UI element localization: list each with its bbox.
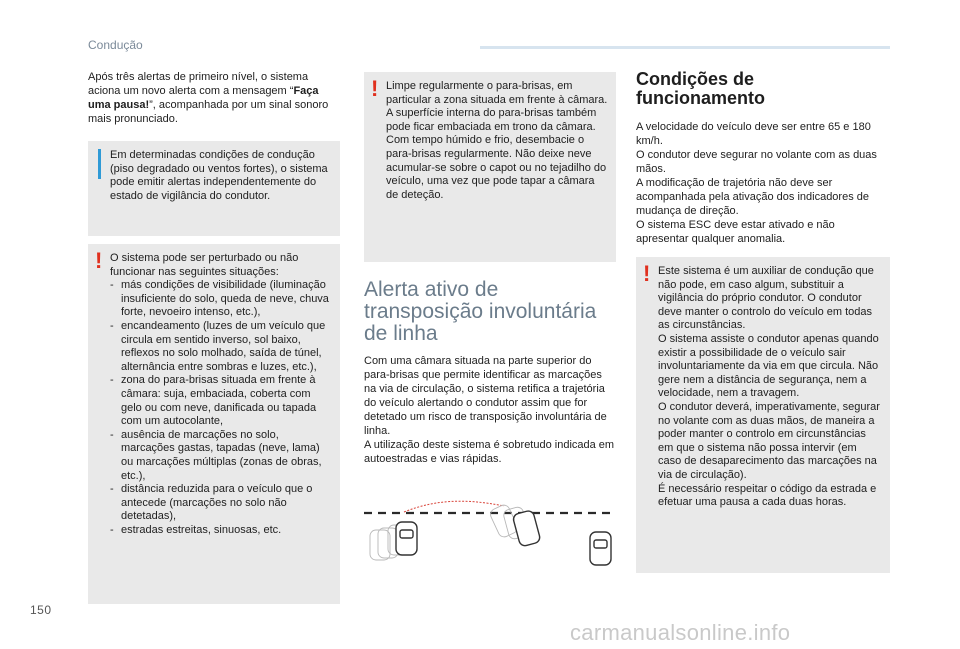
- section-heading-lane-assist: Alerta ativo de transposição involuntária de linha: [364, 278, 597, 345]
- car-icon: [396, 522, 417, 555]
- warning-exclamation-icon: !: [95, 248, 103, 273]
- lane-correction-illustration: [364, 492, 616, 572]
- warning-intro: O sistema pode ser perturbado ou não funcionar nas seguintes situações:: [110, 252, 299, 278]
- warning-exclamation-icon: !: [643, 261, 651, 286]
- intro-paragraph: Após três alertas de primeiro nível, o sistema aciona um novo alerta com a mensagem “Faça uma pausa!”, acompanhada por um sinal sonoro mais pronunciado.: [88, 71, 329, 125]
- situations-list: [110, 279, 332, 537]
- info-bar-icon: [98, 149, 101, 179]
- conditions-description: A velocidade do veículo deve ser entre 65 e 180 km/h. O condutor deve segurar no volante com as duas mãos. A modificação de trajetória não deve ser acompanhada pela ativação dos indicadores de mudança de direção. O sistema ESC deve estar ativado e não apresentar qualquer anomalia.: [636, 121, 877, 245]
- section-heading-conditions: Condições de funcionamento: [636, 69, 765, 108]
- list-item: - encandeamento (luzes de um veículo que circula em sentido inverso, sol baixo, reflexos no solo molhado, saída de túnel, alternância entre sombras e luzes, etc.),: [110, 320, 332, 374]
- warning-box-windscreen: ! Limpe regularmente o para-brisas, em particular a zona situada em frente à câmara. A superfície interna do para-brisas também pode ficar embaciada em trono da câmara. Com tempo húmido e frio, desembacie o para-brisas regularmente. Não deixe neve acumular-se sobre o capot ou no tejadilho do veículo, uma vez que pode tapar a câmara de deteção.: [364, 72, 616, 262]
- list-item: - zona do para-brisas situada em frente à câmara: suja, embaciada, coberta com gelo ou com neve, danificada ou tapada com um autocolante,: [110, 374, 332, 428]
- list-item: - ausência de marcações no solo, marcações gastas, tapadas (neve, lama) ou marcações múltiplas (zonas de obras, etc.),: [110, 429, 332, 483]
- list-item: - distância reduzida para o veículo que o antecede (marcações no solo não detetadas),: [110, 483, 332, 524]
- list-item: - más condições de visibilidade (iluminação insuficiente do solo, queda de neve, chuva forte, nevoeiro intenso, etc.),: [110, 279, 332, 320]
- car-icon-corrected: [512, 510, 611, 565]
- section-header: Condução: [88, 38, 143, 52]
- warning-box-driver-responsibility: ! Este sistema é um auxiliar de condução que não pode, em caso algum, substituir a vigilância do próprio condutor. O condutor deve manter o controlo do veículo em todas as circunstâncias. O sistema assiste o condutor apenas quando existir a possibilidade de o veículo sair involuntariamente da via em que circula. Não gere nem a distância de segurança, nem a velocidade, nem a travagem. O condutor deverá, imperativamente, segurar no volante com as duas mãos, de maneira a poder manter o controlo em circunstâncias em que o sistema não possa intervir (em caso de desaparecimento das marcações na via de circulação). É necessário respeitar o código da estrada e efetuar uma pausa a cada duas horas.: [636, 257, 890, 573]
- info-box-text: Em determinadas condições de condução (piso degradado ou ventos fortes), o sistema pode emitir alertas independentemente do estado de vigilância do condutor.: [110, 149, 328, 202]
- header-divider: [480, 46, 890, 49]
- info-box: [88, 141, 340, 236]
- list-item: - estradas estreitas, sinuosas, etc.: [110, 524, 332, 538]
- lane-assist-description: Com uma câmara situada na parte superior do para-brisas que permite identificar as marcações na via de circulação, o sistema retifica a trajetória do veículo alertando o condutor assim que for detetado um risco de transposição involuntária de linha. A utilização deste sistema é sobretudo indicada em autoestradas e vias rápidas.: [364, 355, 615, 465]
- warning-box-conditions: [88, 244, 340, 604]
- page-number: 150: [30, 603, 52, 617]
- correction-trajectory: [404, 501, 504, 512]
- watermark: carmanualsonline.info: [570, 620, 791, 645]
- warning-exclamation-icon: !: [371, 76, 379, 101]
